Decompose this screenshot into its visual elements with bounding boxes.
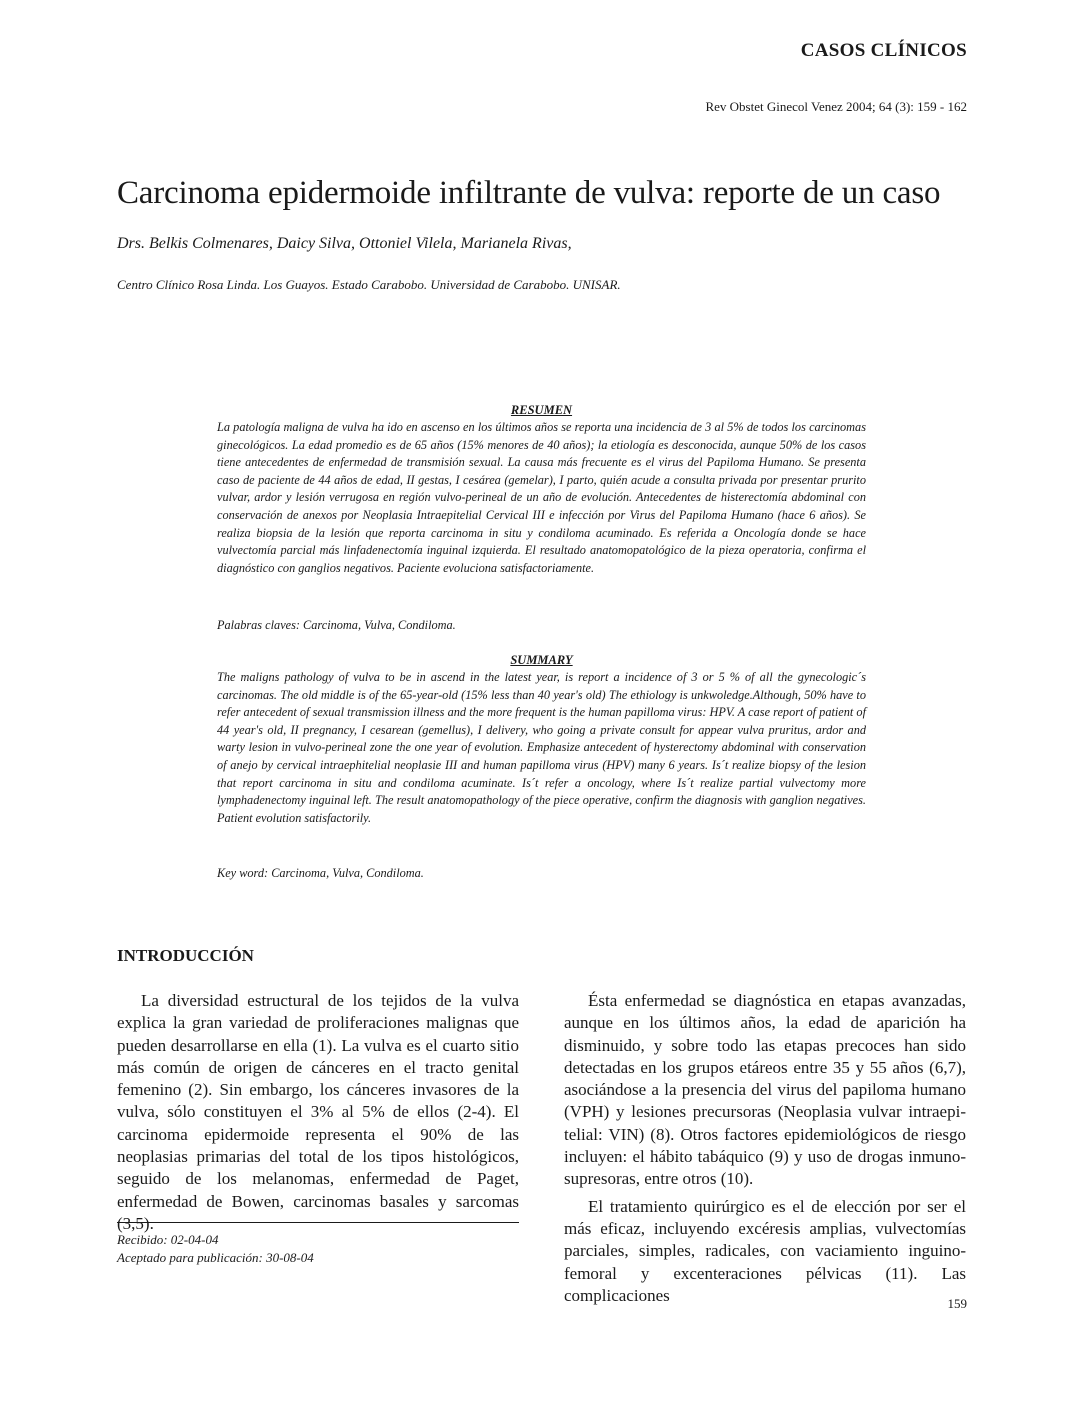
journal-citation: Rev Obstet Ginecol Venez 2004; 64 (3): 159 - 162 (705, 99, 967, 114)
body-paragraph: La diversidad estructural de los tejidos de la vulva explica la gran variedad de proliferaciones malignas que pueden desarrollarse en ella (1). La vulva es el cuarto sitio más común de origen de cánceres en el tracto genital femenino (2). Sin embargo, los cánceres invasores de la vulva, sólo constituyen el 3% al 5% de ellos (2-4). El carcinoma epidermoide representa el 90% de las neoplasias primarias del total de los tipos histológicos, seguido de los melanomas, enfermedad de Paget, enfermedad de Bowen, carcinomas basales y sarcomas (3,5). (117, 991, 519, 1233)
summary-heading: SUMMARY (510, 653, 573, 667)
footnote-divider (117, 1222, 519, 1223)
summary-abstract: The maligns pathology of vulva to be in ascend in the latest year, is report a incidence of 3 or 5 % of all the gynecologic´s carcinomas. The old middle is of the 65-year-old (15% less than 40 year's old) The ethiology is unkwoledge.Although, 50% have to refer antecedent of sexual transmission illness and the more frequent is the human papilloma virus: HPV. A case report of patient of 44 year's old, II pregnancy, I cesarean (gemellus), I delivery, who going a private consult for appear vulva pruritus, ardor and warty lesion in vulvo-perineal zone the one year of evolution. Emphasize antecedent of hysterectomy abdominal with conservation of anejo by cervical intraephitelial neoplasie III and human papilloma virus (HPV) many 6 years. Is´t realize biopsy of the lesion that report carcinoma in situ and condiloma acuminate. Is´t refer a oncology, where Is´t realize partial vulvectomy more lymphadenectomy inguinal left. The result anatomopathology of the piece operative, confirm the diagnosis with ganglion negatives. Patient evolution satisfactorily. (217, 670, 866, 825)
summary-keywords: Key word: Carcinoma, Vulva, Condiloma. (217, 866, 424, 880)
left-column (117, 990, 519, 1235)
resumen-abstract: La patología maligna de vulva ha ido en ascenso en los últimos años se reporta una incidencia de 3 al 5% de todos los carcinomas ginecológicos. La edad promedio es de 65 años (15% menores de 40 años); la etiología es desconocida, aunque 50% de los casos tiene antecedentes de enfermedad de transmisión sexual. La causa más frecuente es el virus del Papiloma Humano. Se presenta caso de paciente de 44 años de edad, II gestas, I cesárea (gemelar), I parto, quién acude a consulta privada por presentar prurito vulvar, ardor y lesión verrugosa en región vulvo-perineal de un año de evolución. Antecedentes de histerectomía abdominal con conservación de anexos por Neoplasia Intraepitelial Cervical III e infección por Virus del Papiloma Humano (hace 6 años). Se realiza biopsia de la lesión que reporta carcinoma in situ y condiloma acuminado. Es referida a Oncología donde se hace vulvectomía parcial más linfadenectomía inguinal izquierda. El resultado anatomopatológico de la pieza operatoria, confirma el diagnóstico con ganglios negativos. Paciente evoluciona satisfactoriamente. (217, 420, 866, 575)
right-column (564, 990, 966, 1307)
section-label: CASOS CLÍNICOS (800, 40, 967, 61)
body-paragraph: Ésta enfermedad se diagnóstica en etapas avanzadas, aunque en los últimos años, la edad de aparición ha disminuido, y sobre todo las etapas precoces han sido detectadas en los grupos etáreos entre 35 y 55 años (6,7), asociándose a la presencia del virus del papiloma humano (VPH) y lesiones precursoras (Neoplasia vulvar intraepi-telial: VIN) (8). Otros factores epidemiológicos de riesgo incluyen: el hábito tabáquico (9) y uso de drogas inmuno-supresoras, entre otros (10). (564, 991, 966, 1189)
introduction-heading: INTRODUCCIÓN (117, 946, 254, 965)
author-list: Drs. Belkis Colmenares, Daicy Silva, Ottoniel Vilela, Marianela Rivas, (117, 235, 572, 252)
article-title: Carcinoma epidermoide infiltrante de vulva: reporte de un caso (117, 175, 941, 211)
resumen-keywords: Palabras claves: Carcinoma, Vulva, Condiloma. (217, 618, 456, 632)
affiliation: Centro Clínico Rosa Linda. Los Guayos. Estado Carabobo. Universidad de Carabobo. UNISAR. (117, 277, 621, 292)
received-date: Recibido: 02-04-04 (117, 1232, 219, 1247)
body-paragraph: El tratamiento quirúrgico es el de elección por ser el más eficaz, incluyendo excéresis amplias, vulvectomías parciales, simples, radicales, con vaciamiento inguino-femoral y excenteraciones pélvicas (11). Las complicaciones (564, 1196, 966, 1305)
accepted-date: Aceptado para publicación: 30-08-04 (117, 1250, 314, 1265)
page-number: 159 (947, 1296, 967, 1311)
resumen-heading: RESUMEN (510, 403, 573, 417)
